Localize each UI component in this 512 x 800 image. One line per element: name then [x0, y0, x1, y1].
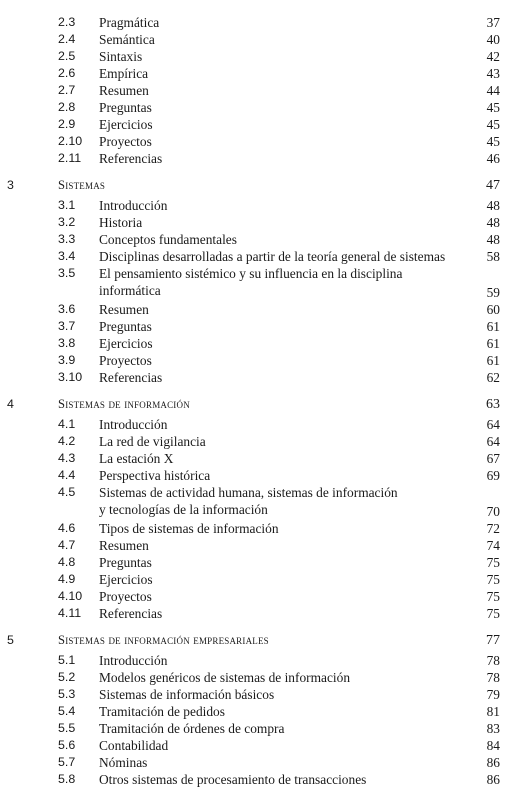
section-number: 3.5	[58, 266, 76, 280]
section-number: 3.8	[58, 336, 76, 350]
section-page-number: 86	[486, 772, 500, 787]
section-title: Introducción	[99, 198, 168, 213]
section-page-number: 75	[486, 589, 500, 604]
section-page-number: 45	[486, 117, 500, 132]
chapter-title: Sistemas de información	[58, 397, 190, 411]
section-title: Contabilidad	[99, 738, 169, 753]
section-number: 4.1	[58, 417, 76, 431]
section-title: Modelos genéricos de sistemas de información	[99, 670, 351, 685]
section-page-number: 43	[486, 66, 500, 81]
section-number: 4.5	[58, 485, 76, 499]
section-page-number: 81	[486, 704, 500, 719]
section-number: 3.10	[58, 370, 83, 384]
section-page-number: 67	[486, 451, 500, 466]
section-page-number: 61	[486, 319, 500, 334]
chapter-page-number: 47	[486, 178, 500, 193]
section-number: 5.3	[58, 687, 76, 701]
section-page-number: 75	[486, 555, 500, 570]
section-page-number: 58	[486, 249, 500, 264]
section-number: 2.5	[58, 49, 76, 63]
section-page-number: 42	[486, 49, 500, 64]
section-number: 4.9	[58, 572, 76, 586]
section-page-number: 40	[486, 32, 500, 47]
section-page-number: 72	[486, 521, 500, 536]
section-title: Referencias	[99, 151, 163, 166]
section-title: Referencias	[99, 370, 163, 385]
section-title: Proyectos	[99, 134, 152, 149]
section-number: 4.3	[58, 451, 76, 465]
section-title: Tipos de sistemas de información	[99, 521, 279, 536]
section-number: 4.4	[58, 468, 76, 482]
section-title: Ejercicios	[99, 336, 153, 351]
section-title: Conceptos fundamentales	[99, 232, 237, 247]
section-number: 3.3	[58, 232, 76, 246]
section-number: 4.10	[58, 589, 83, 603]
section-number: 3.4	[58, 249, 76, 263]
section-page-number: 48	[486, 215, 500, 230]
chapter-title: Sistemas de información empresariales	[58, 633, 269, 647]
section-title: El pensamiento sistémico y su influencia en la disciplina	[99, 266, 403, 281]
section-page-number: 62	[486, 370, 500, 385]
section-title: Semántica	[99, 32, 155, 47]
section-title: Preguntas	[99, 100, 152, 115]
section-page-number: 45	[486, 100, 500, 115]
section-page-number: 75	[486, 572, 500, 587]
section-title: Sistemas de información básicos	[99, 687, 275, 702]
section-title: Proyectos	[99, 353, 152, 368]
section-page-number: 60	[486, 302, 500, 317]
section-page-number: 84	[486, 738, 500, 753]
section-page-number: 64	[486, 434, 500, 449]
section-page-number: 37	[486, 15, 500, 30]
section-title: La estación X	[99, 451, 174, 466]
section-title: Perspectiva histórica	[99, 468, 211, 483]
section-title: Preguntas	[99, 555, 152, 570]
section-number: 2.4	[58, 32, 76, 46]
chapter-title: Sistemas	[58, 178, 106, 192]
section-number: 5.7	[58, 755, 76, 769]
section-title: Resumen	[99, 302, 149, 317]
section-number: 4.2	[58, 434, 76, 448]
section-number: 5.5	[58, 721, 76, 735]
section-number: 5.1	[58, 653, 76, 667]
section-page-number: 59	[486, 285, 500, 300]
section-page-number: 79	[486, 687, 500, 702]
section-title: Proyectos	[99, 589, 152, 604]
section-page-number: 78	[486, 670, 500, 685]
section-number: 4.7	[58, 538, 76, 552]
section-page-number: 46	[486, 151, 500, 166]
section-number: 3.7	[58, 319, 76, 333]
section-title: La red de vigilancia	[99, 434, 206, 449]
section-page-number: 61	[486, 353, 500, 368]
section-number: 2.6	[58, 66, 76, 80]
section-title: Introducción	[99, 653, 168, 668]
section-number: 5.4	[58, 704, 76, 718]
section-title-continued: y tecnologías de la información	[99, 502, 268, 517]
section-page-number: 75	[486, 606, 500, 621]
section-number: 4.8	[58, 555, 76, 569]
section-title: Sintaxis	[99, 49, 143, 64]
section-page-number: 78	[486, 653, 500, 668]
section-page-number: 48	[486, 232, 500, 247]
section-title: Introducción	[99, 417, 168, 432]
section-number: 2.8	[58, 100, 76, 114]
section-title: Empírica	[99, 66, 149, 81]
section-number: 4.11	[58, 606, 82, 620]
section-title: Resumen	[99, 83, 149, 98]
section-page-number: 64	[486, 417, 500, 432]
section-page-number: 69	[486, 468, 500, 483]
section-title: Otros sistemas de procesamiento de transacciones	[99, 772, 367, 787]
chapter-page-number: 77	[486, 633, 500, 648]
section-title-continued: informática	[99, 283, 161, 298]
section-title: Tramitación de órdenes de compra	[99, 721, 285, 736]
section-number: 5.6	[58, 738, 76, 752]
chapter-number: 4	[7, 397, 14, 411]
section-page-number: 74	[486, 538, 500, 553]
section-title: Historia	[99, 215, 143, 230]
section-number: 3.9	[58, 353, 76, 367]
section-title: Resumen	[99, 538, 149, 553]
section-number: 2.3	[58, 15, 76, 29]
section-title: Disciplinas desarrolladas a partir de la teoría general de sistemas	[99, 249, 446, 264]
section-page-number: 44	[486, 83, 500, 98]
section-title: Tramitación de pedidos	[99, 704, 225, 719]
section-title: Nóminas	[99, 755, 148, 770]
section-title: Ejercicios	[99, 572, 153, 587]
section-title: Ejercicios	[99, 117, 153, 132]
section-page-number: 45	[486, 134, 500, 149]
section-number: 4.6	[58, 521, 76, 535]
section-number: 2.10	[58, 134, 83, 148]
section-number: 2.9	[58, 117, 76, 131]
section-title: Pragmática	[99, 15, 160, 30]
section-number: 2.11	[58, 151, 82, 165]
section-number: 3.1	[58, 198, 76, 212]
section-page-number: 86	[486, 755, 500, 770]
chapter-number: 5	[7, 633, 14, 647]
section-title: Sistemas de actividad humana, sistemas de información	[99, 485, 398, 500]
chapter-number: 3	[7, 178, 14, 192]
section-number: 5.2	[58, 670, 76, 684]
section-number: 3.6	[58, 302, 76, 316]
section-number: 5.8	[58, 772, 76, 786]
section-title: Referencias	[99, 606, 163, 621]
section-page-number: 70	[486, 504, 500, 519]
section-page-number: 48	[486, 198, 500, 213]
section-title: Preguntas	[99, 319, 152, 334]
section-page-number: 83	[486, 721, 500, 736]
section-page-number: 61	[486, 336, 500, 351]
section-number: 2.7	[58, 83, 76, 97]
chapter-page-number: 63	[486, 397, 500, 412]
section-number: 3.2	[58, 215, 76, 229]
